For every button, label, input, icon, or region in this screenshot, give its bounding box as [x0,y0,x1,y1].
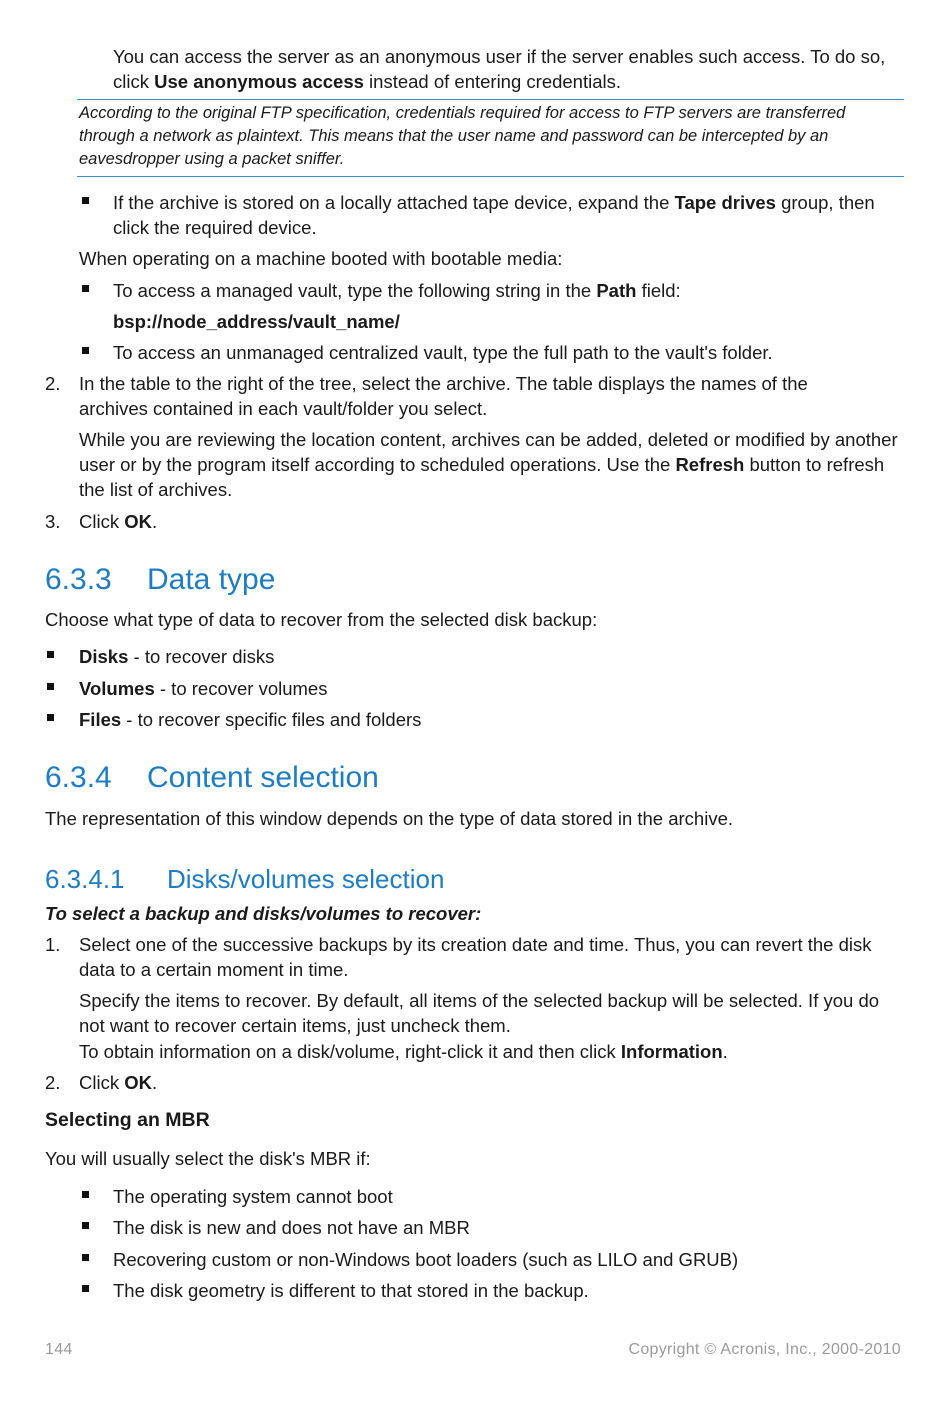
note-bottom-rule [77,176,904,177]
bullet-icon [82,197,89,204]
use-anonymous-access-label: Use anonymous access [154,71,364,92]
mbr-item: The operating system cannot boot [113,1186,393,1207]
bullet-icon [82,1254,89,1261]
bullet-icon [82,1191,89,1198]
bullet-icon [47,714,54,721]
bsp-path-string: bsp://node_address/vault_name/ [113,311,400,332]
select-backup-step: Select one of the successive backups by its creation date and time. Thus, you can revert the disk data to a certain moment in time. [79,934,872,980]
refresh-paragraph: While you are reviewing the location content, archives can be added, deleted or modified by another user or by the program itself according to scheduled operations. Use the Refresh button to refresh the list of archives. [79,429,898,500]
step-number: 2. [45,373,61,394]
click-ok-step: Click OK. [79,511,158,532]
bullet-icon [82,285,89,292]
managed-vault-item: To access a managed vault, type the following string in the Path field: [113,280,681,301]
mbr-item: The disk geometry is different to that stored in the backup. [113,1280,589,1301]
section-heading-content-selection: 6.3.4 Content selection [45,761,379,794]
anonymous-access-paragraph: You can access the server as an anonymous user if the server enables such access. To do so, click Use anonymous access instead of entering credentials. [113,46,886,92]
note-top-rule [77,99,904,100]
data-type-item-files: Files - to recover specific files and folders [79,709,422,730]
step-number: 3. [45,511,61,532]
step-number: 2. [45,1072,61,1093]
mbr-item: The disk is new and does not have an MBR [113,1217,470,1238]
mbr-heading: Selecting an MBR [45,1109,210,1131]
content-selection-intro: The representation of this window depends on the type of data stored in the archive. [45,808,734,829]
data-type-intro: Choose what type of data to recover from the selected disk backup: [45,609,598,630]
ftp-credentials-note: According to the original FTP specification, credentials required for access to FTP servers are transferred through a network as plaintext. This means that the user name and password can be intercepted by an eavesdropper using a packet sniffer. [79,104,846,168]
bullet-icon [82,1222,89,1229]
bullet-icon [82,347,89,354]
step-number: 1. [45,934,61,955]
select-archive-step: In the table to the right of the tree, select the archive. The table displays the names of the archives contained in each vault/folder you select. [79,373,808,419]
specify-items-paragraph: Specify the items to recover. By default, all items of the selected backup will be selected. If you do not want to recover certain items, just uncheck them. [79,990,880,1036]
click-ok-step: Click OK. [79,1072,158,1093]
bullet-icon [47,683,54,690]
bootable-media-intro: When operating on a machine booted with bootable media: [79,248,563,269]
section-heading-data-type: 6.3.3 Data type [45,563,276,596]
section-heading-disks-volumes: 6.3.4.1 Disks/volumes selection [45,864,445,894]
information-paragraph: To obtain information on a disk/volume, right-click it and then click Information. [79,1041,728,1062]
copyright-notice: Copyright © Acronis, Inc., 2000-2010 [628,1341,901,1358]
mbr-item: Recovering custom or non-Windows boot loaders (such as LILO and GRUB) [113,1249,739,1270]
procedure-title: To select a backup and disks/volumes to recover: [45,903,482,924]
mbr-intro: You will usually select the disk's MBR if: [45,1148,371,1169]
tape-drives-item: If the archive is stored on a locally attached tape device, expand the Tape drives group, then click the required device. [113,192,875,238]
bullet-icon [47,651,54,658]
data-type-item-volumes: Volumes - to recover volumes [79,678,328,699]
unmanaged-vault-item: To access an unmanaged centralized vault, type the full path to the vault's folder. [113,342,773,363]
bullet-icon [82,1285,89,1292]
page-number: 144 [45,1341,73,1358]
data-type-item-disks: Disks - to recover disks [79,646,275,667]
